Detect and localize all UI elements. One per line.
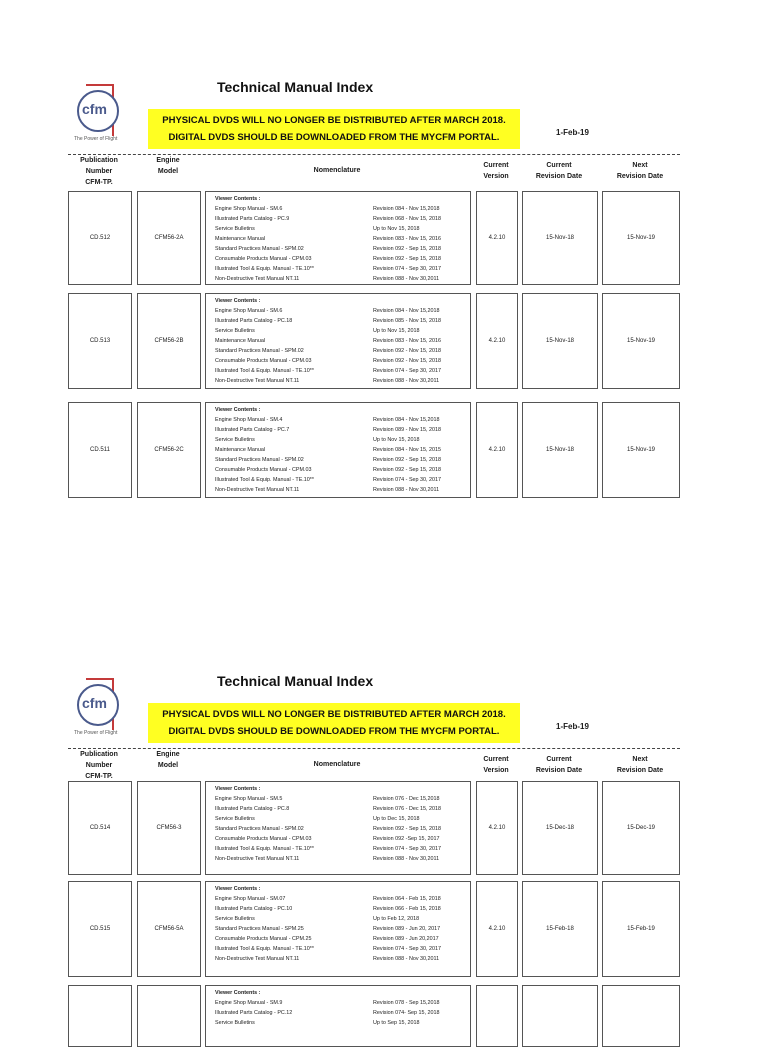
- publication-number-value: CD.513: [89, 338, 111, 344]
- next-revision-date-value: 15-Nov-19: [626, 338, 655, 344]
- manual-revision: Revision 064 - Feb 15, 2018: [373, 896, 441, 902]
- engine-model-value: [138, 986, 200, 1046]
- viewer-contents-label: Viewer Contents :: [215, 990, 261, 996]
- list-item: [215, 346, 470, 356]
- manual-name: Consumable Products Manual - CPM.03: [215, 358, 312, 364]
- publication-number-cell: [68, 985, 132, 1047]
- manual-name: Non-Destructive Test Manual NT.11: [215, 956, 300, 962]
- header-engine: Engine Model: [156, 157, 180, 175]
- current-version-value: [477, 986, 517, 1046]
- next-revision-date-value: 15-Nov-19: [626, 235, 655, 241]
- manual-revision: Revision 092 - Sep 15, 2018: [373, 246, 442, 252]
- manual-name: Non-Destructive Test Manual NT.11: [215, 276, 300, 282]
- current-version-cell: [476, 985, 518, 1047]
- header-nomenclature: Nomenclature: [313, 761, 361, 768]
- list-item: [215, 356, 470, 366]
- list-item: [215, 844, 470, 854]
- notice-line-1: PHYSICAL DVDS WILL NO LONGER BE DISTRIBUTED AFTER MARCH 2018.: [162, 709, 506, 720]
- engine-model-cell: [137, 191, 201, 285]
- engine-model-cell: [137, 881, 201, 977]
- manual-name: Standard Practices Manual - SPM.02: [215, 348, 304, 354]
- next-revision-date-cell: [602, 191, 680, 285]
- nomenclature-cell: [205, 781, 471, 875]
- current-revision-date-value: 15-Dec-18: [545, 825, 574, 831]
- list-item: [215, 894, 470, 904]
- manual-revision: Revision 074- Sep 15, 2018: [373, 1010, 440, 1016]
- publication-number-cell: [68, 881, 132, 977]
- list-item: [215, 435, 470, 445]
- manual-revision: Up to Feb 12, 2018: [373, 916, 420, 922]
- viewer-contents-label: Viewer Contents :: [215, 407, 261, 413]
- notice-banner: [148, 703, 520, 743]
- manual-revision: Revision 084 - Nov 15,2018: [373, 308, 440, 314]
- manual-name: Illustrated Parts Catalog - PC.10: [215, 906, 293, 912]
- manual-name: Service Bulletins: [215, 916, 255, 922]
- manual-name: Consumable Products Manual - CPM.03: [215, 836, 312, 842]
- engine-model-value: CFM56-2A: [154, 235, 184, 241]
- manual-name: Illustrated Tool & Equip. Manual - TE.10**: [215, 368, 314, 374]
- current-revision-date-cell: [522, 881, 598, 977]
- manual-revision: Revision 076 - Dec 15,2018: [373, 796, 440, 802]
- manual-name: Maintenance Manual: [215, 236, 266, 242]
- viewer-contents-list: [206, 294, 470, 386]
- manual-name: Consumable Products Manual - CPM.25: [215, 936, 312, 942]
- list-item: [215, 306, 470, 316]
- next-revision-date-value: 15-Feb-19: [627, 926, 655, 932]
- manual-name: Consumable Products Manual - CPM.03: [215, 256, 312, 262]
- manual-name: Engine Shop Manual - SM.9: [215, 1000, 283, 1006]
- nomenclature-cell: [205, 881, 471, 977]
- logo-red-accent: [86, 678, 114, 680]
- engine-model-value: CFM56-3: [156, 825, 182, 831]
- current-version-cell: [476, 881, 518, 977]
- next-revision-date-cell: [602, 293, 680, 389]
- manual-name: Illustrated Tool & Equip. Manual - TE.10**: [215, 477, 314, 483]
- nomenclature-cell: [205, 402, 471, 498]
- manual-revision: Revision 089 - Jun 20,2017: [373, 936, 439, 942]
- list-item: [215, 465, 470, 475]
- viewer-contents-label: Viewer Contents :: [215, 786, 261, 792]
- manual-name: Engine Shop Manual - SM.07: [215, 896, 286, 902]
- manual-revision: Up to Sep 15, 2018: [373, 1020, 420, 1026]
- nomenclature-cell: [205, 191, 471, 285]
- manual-revision: Revision 083 - Nov 15, 2016: [373, 338, 442, 344]
- manual-revision: Revision 084 - Nov 15,2018: [373, 206, 440, 212]
- next-revision-date-cell: [602, 781, 680, 875]
- next-revision-date-cell: [602, 402, 680, 498]
- current-revision-date-cell: [522, 985, 598, 1047]
- logo-tagline: The Power of Flight: [74, 136, 118, 142]
- manual-revision: Revision 089 - Nov 15, 2018: [373, 427, 442, 433]
- next-revision-date-value: [603, 986, 679, 1046]
- publication-number-value: CD.512: [89, 235, 111, 241]
- list-item: [215, 485, 470, 495]
- manual-name: Engine Shop Manual - SM.6: [215, 308, 283, 314]
- manual-revision: Revision 092 -Sep 15, 2017: [373, 836, 440, 842]
- notice-banner: [148, 109, 520, 149]
- list-item: [215, 224, 470, 234]
- current-revision-date-cell: [522, 402, 598, 498]
- list-item: [215, 254, 470, 264]
- manual-name: Illustrated Parts Catalog - PC.9: [215, 216, 290, 222]
- list-item: [215, 1018, 470, 1028]
- manual-revision: Revision 074 - Sep 30, 2017: [373, 946, 442, 952]
- viewer-contents-list: [206, 882, 470, 964]
- engine-model-cell: [137, 781, 201, 875]
- manual-revision: Revision 088 - Nov 30,2011: [373, 956, 440, 962]
- list-item: [215, 904, 470, 914]
- current-revision-date-value: 15-Nov-18: [545, 235, 574, 241]
- manual-name: Standard Practices Manual - SPM.02: [215, 826, 304, 832]
- nomenclature-cell: [205, 985, 471, 1047]
- current-version-cell: [476, 781, 518, 875]
- manual-revision: Revision 078 - Sep 15,2018: [373, 1000, 440, 1006]
- list-item: [215, 914, 470, 924]
- logo-tagline: The Power of Flight: [74, 730, 118, 736]
- manual-name: Non-Destructive Test Manual NT.11: [215, 856, 300, 862]
- publication-number-value: CD.515: [89, 926, 111, 932]
- current-version-cell: [476, 293, 518, 389]
- manual-revision: Revision 084 - Nov 15, 2015: [373, 447, 442, 453]
- current-revision-date-cell: [522, 781, 598, 875]
- manual-name: Illustrated Tool & Equip. Manual - TE.10**: [215, 846, 314, 852]
- current-version-cell: [476, 191, 518, 285]
- list-item: [215, 214, 470, 224]
- viewer-contents-label: Viewer Contents :: [215, 298, 261, 304]
- manual-name: Illustrated Parts Catalog - PC.12: [215, 1010, 293, 1016]
- manual-name: Maintenance Manual: [215, 338, 266, 344]
- viewer-contents-label: Viewer Contents :: [215, 196, 261, 202]
- logo-text: cfm: [82, 695, 107, 711]
- manual-revision: Revision 068 - Nov 15, 2018: [373, 216, 442, 222]
- manual-revision: Revision 074 - Sep 30, 2017: [373, 846, 442, 852]
- manual-revision: Revision 074 - Sep 30, 2017: [373, 368, 442, 374]
- manual-name: Non-Destructive Test Manual NT.11: [215, 487, 300, 493]
- list-item: [215, 326, 470, 336]
- manual-revision: Revision 089 - Jun 20, 2017: [373, 926, 441, 932]
- manual-revision: Revision 092 - Sep 15, 2018: [373, 467, 442, 473]
- list-item: [215, 244, 470, 254]
- next-revision-date-cell: [602, 881, 680, 977]
- current-revision-date-value: [523, 986, 597, 1046]
- publication-number-cell: [68, 781, 132, 875]
- header-current-revision: Current Revision Date: [535, 756, 583, 774]
- viewer-contents-list: [206, 403, 470, 495]
- current-version-value: 4.2.10: [488, 338, 506, 344]
- list-item: [215, 415, 470, 425]
- list-item: [215, 455, 470, 465]
- list-item: [215, 934, 470, 944]
- publication-number-cell: [68, 191, 132, 285]
- page-title: Technical Manual Index: [217, 673, 374, 689]
- header-publication: Publication Number CFM-TP.: [80, 751, 118, 780]
- manual-name: Maintenance Manual: [215, 447, 266, 453]
- manual-revision: Revision 092 - Nov 15, 2018: [373, 358, 442, 364]
- manual-name: Consumable Products Manual - CPM.03: [215, 467, 312, 473]
- list-item: [215, 794, 470, 804]
- list-item: [215, 475, 470, 485]
- notice-line-2: DIGITAL DVDS SHOULD BE DOWNLOADED FROM THE MYCFM PORTAL.: [168, 132, 500, 143]
- list-item: [215, 316, 470, 326]
- header-current-version: Current Version: [483, 756, 509, 774]
- index-date: 1-Feb-19: [556, 722, 589, 731]
- header-nomenclature: Nomenclature: [313, 167, 361, 174]
- next-revision-date-value: 15-Dec-19: [626, 825, 655, 831]
- viewer-contents-list: [206, 986, 470, 1028]
- manual-name: Engine Shop Manual - SM.4: [215, 417, 283, 423]
- viewer-contents-list: [206, 192, 470, 284]
- header-current-revision: Current Revision Date: [535, 162, 583, 180]
- header-engine: Engine Model: [156, 751, 180, 769]
- index-date: 1-Feb-19: [556, 128, 589, 137]
- current-version-value: 4.2.10: [488, 926, 506, 932]
- list-item: [215, 954, 470, 964]
- notice-line-2: DIGITAL DVDS SHOULD BE DOWNLOADED FROM THE MYCFM PORTAL.: [168, 726, 500, 737]
- publication-number-value: CD.511: [90, 447, 110, 453]
- list-item: [215, 824, 470, 834]
- cfm-logo: [74, 678, 124, 738]
- manual-revision: Revision 092 - Sep 15, 2018: [373, 256, 442, 262]
- engine-model-value: CFM56-2C: [154, 447, 184, 453]
- manual-name: Standard Practices Manual - SPM.02: [215, 246, 304, 252]
- header-current-version: Current Version: [483, 162, 509, 180]
- manual-name: Service Bulletins: [215, 328, 255, 334]
- list-item: [215, 336, 470, 346]
- manual-name: Service Bulletins: [215, 1020, 255, 1026]
- manual-revision: Revision 088 - Nov 30,2011: [373, 487, 440, 493]
- manual-name: Non-Destructive Test Manual NT.11: [215, 378, 300, 384]
- cfm-logo: [74, 84, 124, 144]
- list-item: [215, 274, 470, 284]
- manual-revision: Revision 088 - Nov 30,2011: [373, 276, 440, 282]
- list-item: [215, 804, 470, 814]
- page-title: Technical Manual Index: [217, 79, 374, 95]
- current-version-cell: [476, 402, 518, 498]
- viewer-contents-label: Viewer Contents :: [215, 886, 261, 892]
- current-revision-date-cell: [522, 191, 598, 285]
- list-item: [215, 234, 470, 244]
- notice-line-1: PHYSICAL DVDS WILL NO LONGER BE DISTRIBUTED AFTER MARCH 2018.: [162, 115, 506, 126]
- manual-name: Service Bulletins: [215, 816, 255, 822]
- manual-revision: Revision 076 - Dec 15, 2018: [373, 806, 442, 812]
- manual-name: Service Bulletins: [215, 226, 255, 232]
- current-revision-date-cell: [522, 293, 598, 389]
- current-version-value: 4.2.10: [488, 825, 506, 831]
- manual-name: Engine Shop Manual - SM.6: [215, 206, 283, 212]
- publication-number-cell: [68, 402, 132, 498]
- manual-revision: Up to Nov 15, 2018: [373, 328, 420, 334]
- manual-revision: Up to Nov 15, 2018: [373, 226, 420, 232]
- manual-revision: Revision 074 - Sep 30, 2017: [373, 266, 442, 272]
- current-version-value: 4.2.10: [488, 235, 506, 241]
- manual-revision: Revision 088 - Nov 30,2011: [373, 378, 440, 384]
- manual-revision: Up to Dec 15, 2018: [373, 816, 420, 822]
- manual-revision: Revision 092 - Nov 15, 2018: [373, 348, 442, 354]
- engine-model-cell: [137, 402, 201, 498]
- list-item: [215, 924, 470, 934]
- publication-number-cell: [68, 293, 132, 389]
- header-next-revision: Next Revision Date: [616, 756, 664, 774]
- engine-model-cell: [137, 293, 201, 389]
- list-item: [215, 1008, 470, 1018]
- manual-name: Illustrated Parts Catalog - PC.7: [215, 427, 290, 433]
- list-item: [215, 264, 470, 274]
- manual-name: Illustrated Tool & Equip. Manual - TE.10**: [215, 946, 314, 952]
- logo-text: cfm: [82, 101, 107, 117]
- next-revision-date-value: 15-Nov-19: [626, 447, 655, 453]
- manual-name: Illustrated Parts Catalog - PC.18: [215, 318, 293, 324]
- manual-revision: Up to Nov 15, 2018: [373, 437, 420, 443]
- manual-name: Standard Practices Manual - SPM.02: [215, 457, 304, 463]
- logo-red-accent: [86, 84, 114, 86]
- list-item: [215, 944, 470, 954]
- list-item: [215, 376, 470, 386]
- viewer-contents-list: [206, 782, 470, 864]
- manual-revision: Revision 083 - Nov 15, 2016: [373, 236, 442, 242]
- list-item: [215, 854, 470, 864]
- manual-name: Illustrated Tool & Equip. Manual - TE.10**: [215, 266, 314, 272]
- header-publication: Publication Number CFM-TP.: [80, 157, 118, 186]
- engine-model-value: CFM56-5A: [154, 926, 184, 932]
- list-item: [215, 425, 470, 435]
- current-version-value: 4.2.10: [488, 447, 506, 453]
- manual-revision: Revision 074 - Sep 30, 2017: [373, 477, 442, 483]
- list-item: [215, 814, 470, 824]
- publication-number-value: CD.514: [89, 825, 111, 831]
- current-revision-date-value: 15-Nov-18: [545, 447, 574, 453]
- next-revision-date-cell: [602, 985, 680, 1047]
- engine-model-value: CFM56-2B: [154, 338, 184, 344]
- engine-model-cell: [137, 985, 201, 1047]
- manual-name: Service Bulletins: [215, 437, 255, 443]
- manual-name: Standard Practices Manual - SPM.25: [215, 926, 304, 932]
- nomenclature-cell: [205, 293, 471, 389]
- manual-revision: Revision 088 - Nov 30,2011: [373, 856, 440, 862]
- current-revision-date-value: 15-Nov-18: [545, 338, 574, 344]
- header-next-revision: Next Revision Date: [616, 162, 664, 180]
- publication-number-value: [69, 986, 131, 1046]
- manual-name: Illustrated Parts Catalog - PC.8: [215, 806, 290, 812]
- manual-revision: Revision 092 - Sep 15, 2018: [373, 826, 442, 832]
- manual-revision: Revision 092 - Sep 15, 2018: [373, 457, 442, 463]
- list-item: [215, 366, 470, 376]
- manual-revision: Revision 066 - Feb 15, 2018: [373, 906, 441, 912]
- manual-name: Engine Shop Manual - SM.5: [215, 796, 283, 802]
- list-item: [215, 998, 470, 1008]
- list-item: [215, 204, 470, 214]
- manual-revision: Revision 085 - Nov 15, 2018: [373, 318, 442, 324]
- manual-revision: Revision 084 - Nov 15,2018: [373, 417, 440, 423]
- list-item: [215, 834, 470, 844]
- current-revision-date-value: 15-Feb-18: [546, 926, 574, 932]
- list-item: [215, 445, 470, 455]
